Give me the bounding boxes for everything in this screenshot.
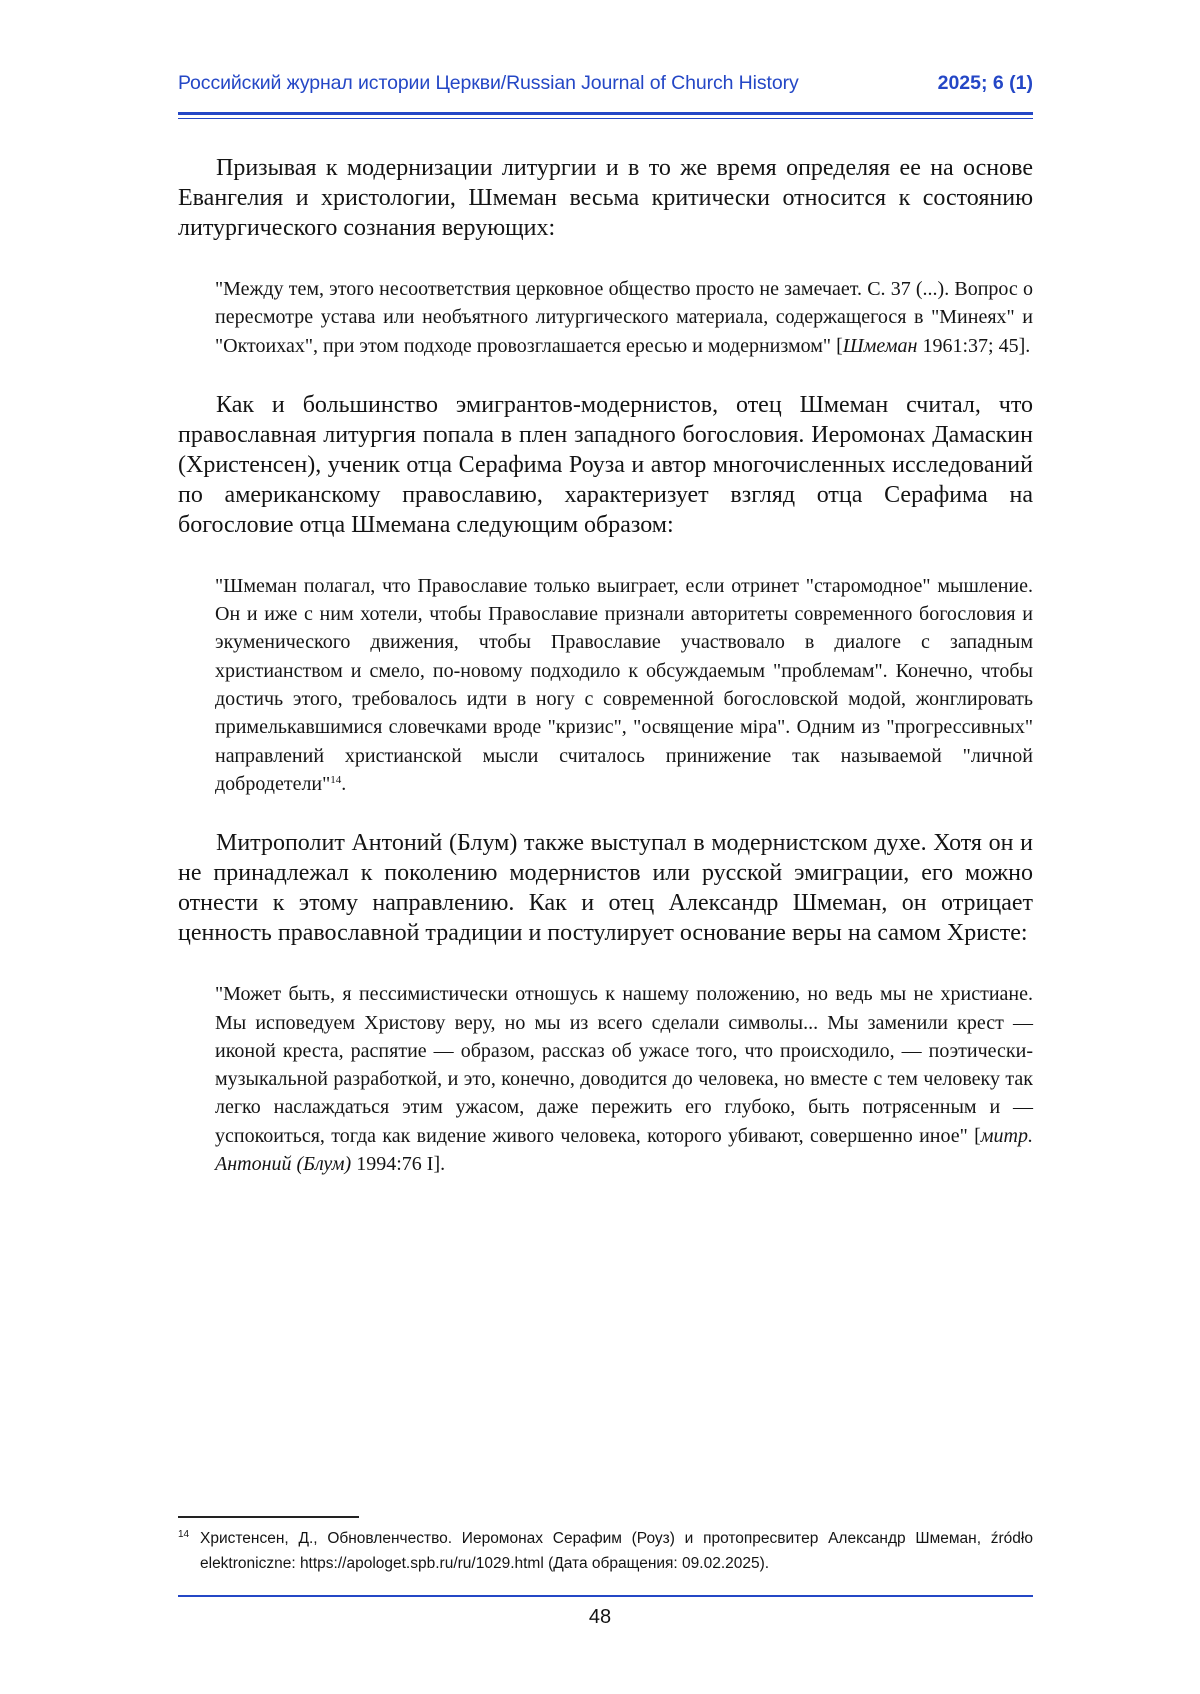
issue-number: 2025; 6 (1): [937, 72, 1033, 94]
paragraph-1: Призывая к модернизации литургии и в то же время определяя ее на основе Евангелия и христологии, Шмеман весьма критически относится к состоянию литургического сознания верующих:: [178, 155, 1033, 241]
journal-title: Российский журнал истории Церкви/Russian Journal of Church History: [178, 72, 799, 94]
quote-1-text: "Между тем, этого несоответствия церковное общество просто не замечает. С. 37 (...). Вопрос о пересмотре устава или необъятного литургического материала, содержащегося в "Минеях" и "Октоихах", при этом подходе провозглашается ересью и модернизмом" [: [215, 278, 1033, 357]
quote-1-citation-rest: 1961:37; 45].: [917, 334, 1031, 357]
paragraph-2: Как и большинство эмигрантов-модернистов, отец Шмеман считал, что православная литургия попала в плен западного богословия. Иеромонах Дамаскин (Христенсен), ученик отца Серафима Роуза и автор многочисленных исследований по американскому православию, характеризует взгляд отца Серафима на богословие отца Шмемана следующим образом:: [178, 391, 1033, 538]
block-quote-1: [215, 275, 1033, 360]
quote-3-text: "Может быть, я пессимистически отношусь к нашему положению, но ведь мы не христиане. Мы исповедуем Христову веру, но мы из всего сделали символы... Мы заменили крест — иконой креста, распятие — образом, рассказ об ужасе того, что происходило, — поэтически-музыкальной разработкой, и это, конечно, доводится до человека, но вместе с тем человеку так легко наслаждаться этим ужасом, даже пережить его глубоко, быть потрясенным и — успокоиться, тогда как видение живого человека, которого убивают, совершенно иное" [: [215, 983, 1033, 1147]
footnote-text: Христенсен, Д., Обновленчество. Иеромонах Серафим (Роуз) и протопресвитер Александр Шмеман, źródło elektroniczne: https://apologet.spb.ru/ru/1029.html (Дата обращения: 09.02.2025).: [200, 1530, 1033, 1572]
paragraph-3: Митрополит Антоний (Блум) также выступал в модернистском духе. Хотя он и не принадлежал к поколению модернистов или русской эмиграции, его можно отнести к этому направлению. Как и отец Александр Шмеман, он отрицает ценность православной традиции и постулирует основание веры на самом Христе:: [178, 830, 1033, 947]
quote-2-end: .: [341, 772, 347, 795]
footer-rule: [178, 1595, 1033, 1597]
header-rule-thick: [178, 112, 1033, 115]
footnote: [178, 1526, 1033, 1576]
footnote-reference[interactable]: 14: [330, 773, 342, 786]
footnote-number: 14: [178, 1529, 190, 1540]
page-number: 48: [588, 1606, 612, 1628]
quote-3-citation-author: митр. Антоний (Блум): [215, 1124, 1033, 1176]
quote-3-citation-rest: 1994:76 I].: [351, 1153, 446, 1176]
block-quote-2: [215, 572, 1033, 798]
block-quote-3: [215, 980, 1033, 1178]
quote-1-citation-author: Шмеман: [842, 334, 918, 357]
running-header: [178, 72, 1033, 102]
main-text: [178, 153, 1033, 1178]
quote-2-text: "Шмеман полагал, что Православие только выиграет, если отринет "старомодное" мышление. Он и иже с ним хотели, чтобы Православие признали авторитеты современного богословия и экуменического движения, чтобы Православие участвовало в диалоге с западным христианством и смело, по-новому подходило к обсуждаемым "проблемам". Конечно, чтобы достичь этого, требовалось идти в ногу с современной богословской модой, жонглировать примелькавшимися словечками вроде "кризис", "освящение міра". Одним из "прогрессивных" направлений христианской мысли считалось принижение так называемой "личной добродетели": [215, 574, 1033, 795]
footnote-separator: [178, 1516, 359, 1518]
header-rule-thin: [178, 118, 1033, 119]
